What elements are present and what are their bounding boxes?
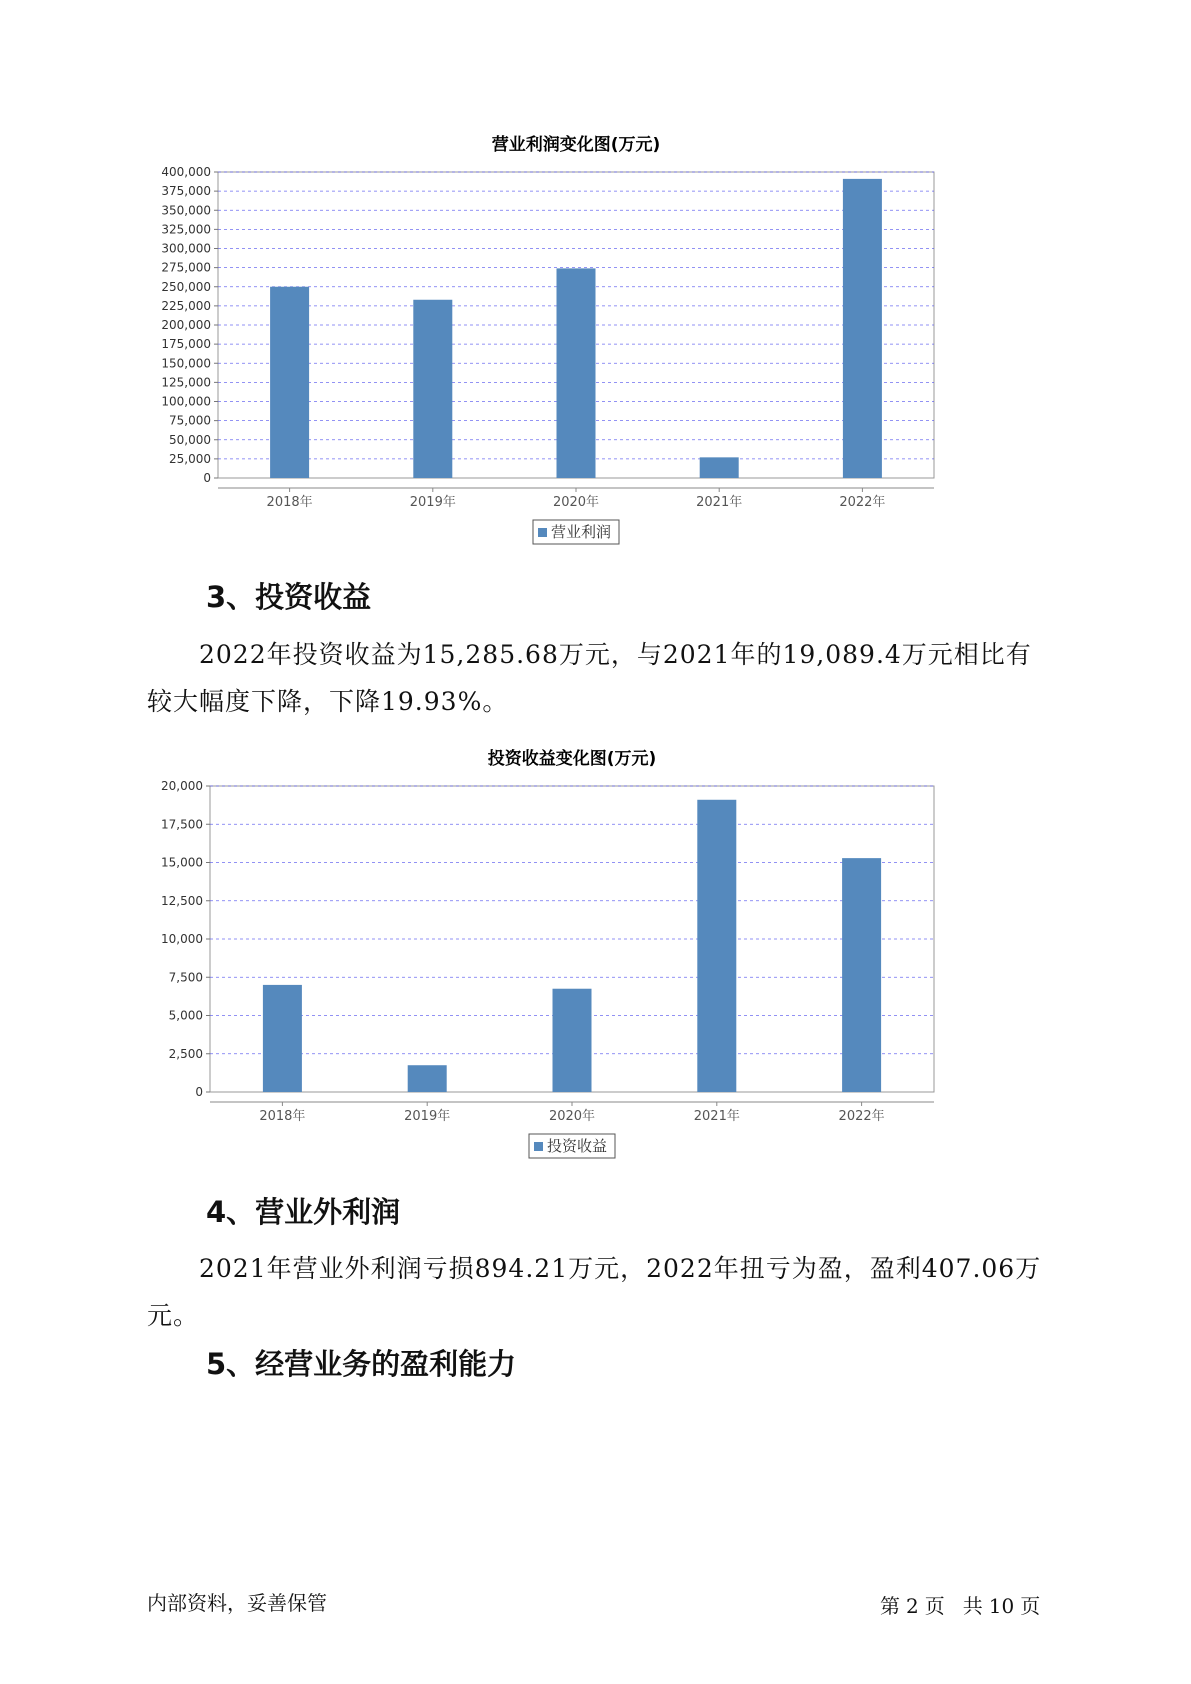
- y-tick-label: 0: [195, 1085, 203, 1099]
- section-4-heading: 4、营业外利润: [206, 1195, 401, 1229]
- page-prefix: 第: [880, 1594, 900, 1618]
- x-tick-label: 2021年: [696, 495, 743, 510]
- bar-2019年: [413, 300, 452, 478]
- investment-income-chart: [140, 742, 1040, 1162]
- y-tick-label: 2,500: [168, 1046, 203, 1061]
- y-tick-label: 15,000: [161, 855, 203, 870]
- footer-confidential-note: 内部资料，妥善保管: [147, 1591, 327, 1615]
- y-tick-label: 300,000: [161, 241, 211, 256]
- y-tick-label: 7,500: [168, 970, 203, 985]
- y-tick-label: 10,000: [161, 932, 203, 946]
- section-3-paragraph: 2022年投资收益为15,285.68万元，与2021年的19,089.4万元相比有较大幅度下降，下降19.93%。: [147, 640, 1032, 716]
- y-tick-label: 20,000: [161, 779, 203, 793]
- bar-2020年: [553, 989, 592, 1092]
- bar-2018年: [263, 985, 302, 1092]
- chart-title: 投资收益变化图(万元): [487, 749, 657, 769]
- y-tick-label: 375,000: [161, 184, 211, 199]
- section-3-heading: 3、投资收益: [206, 580, 372, 614]
- bar-2022年: [843, 179, 882, 478]
- total-pages: 10: [988, 1594, 1015, 1618]
- page-number: 2: [906, 1594, 919, 1618]
- x-tick-label: 2020年: [552, 495, 600, 510]
- y-tick-label: 275,000: [161, 260, 211, 275]
- y-tick-label: 225,000: [161, 298, 211, 313]
- bar-2018年: [270, 287, 309, 478]
- legend-swatch: [534, 1142, 543, 1151]
- y-tick-label: 250,000: [161, 279, 211, 294]
- y-tick-label: 125,000: [161, 375, 211, 390]
- y-tick-label: 175,000: [161, 337, 211, 352]
- x-tick-label: 2022年: [838, 1109, 885, 1124]
- footer-page-number: [880, 1590, 1046, 1619]
- total-prefix: 共: [962, 1594, 983, 1618]
- x-tick-label: 2019年: [404, 1109, 451, 1124]
- operating-profit-chart: [140, 128, 1040, 548]
- chart-title: 营业利润变化图(万元): [491, 135, 661, 155]
- bar-2021年: [700, 457, 739, 478]
- legend-swatch: [538, 528, 547, 537]
- legend-label: 投资收益: [547, 1137, 608, 1155]
- x-tick-label: 2019年: [409, 495, 456, 510]
- y-tick-label: 25,000: [169, 451, 211, 466]
- y-tick-label: 150,000: [161, 356, 211, 371]
- x-tick-label: 2021年: [693, 1109, 740, 1124]
- y-tick-label: 350,000: [161, 203, 211, 218]
- chart-legend: [533, 520, 619, 544]
- operating-profit-chart-svg: [140, 128, 1040, 548]
- y-tick-label: 5,000: [168, 1008, 203, 1023]
- bar-2020年: [557, 268, 596, 478]
- section-5-heading: 5、经营业务的盈利能力: [206, 1347, 517, 1381]
- y-tick-label: 0: [203, 471, 211, 485]
- x-tick-label: 2022年: [839, 495, 886, 510]
- x-tick-label: 2018年: [266, 495, 313, 510]
- y-tick-label: 12,500: [161, 893, 203, 908]
- y-tick-label: 400,000: [161, 165, 211, 179]
- total-suffix: 页: [1020, 1594, 1041, 1618]
- y-tick-label: 17,500: [161, 817, 203, 832]
- page-suffix: 页: [924, 1594, 945, 1618]
- legend-label: 营业利润: [551, 523, 612, 541]
- y-tick-label: 50,000: [169, 432, 211, 447]
- x-tick-label: 2020年: [548, 1109, 596, 1124]
- section-4-paragraph: 2021年营业外利润亏损894.21万元，2022年扭亏为盈，盈利407.06万元。: [147, 1254, 1042, 1330]
- chart-legend: [529, 1134, 615, 1158]
- y-tick-label: 325,000: [161, 222, 211, 237]
- x-tick-label: 2018年: [259, 1109, 306, 1124]
- y-tick-label: 200,000: [161, 318, 211, 332]
- bar-2019年: [408, 1065, 447, 1092]
- bar-2021年: [697, 800, 736, 1092]
- investment-income-chart-svg: [140, 742, 1040, 1162]
- y-tick-label: 100,000: [161, 394, 211, 409]
- y-tick-label: 75,000: [169, 413, 211, 428]
- bar-2022年: [842, 858, 881, 1092]
